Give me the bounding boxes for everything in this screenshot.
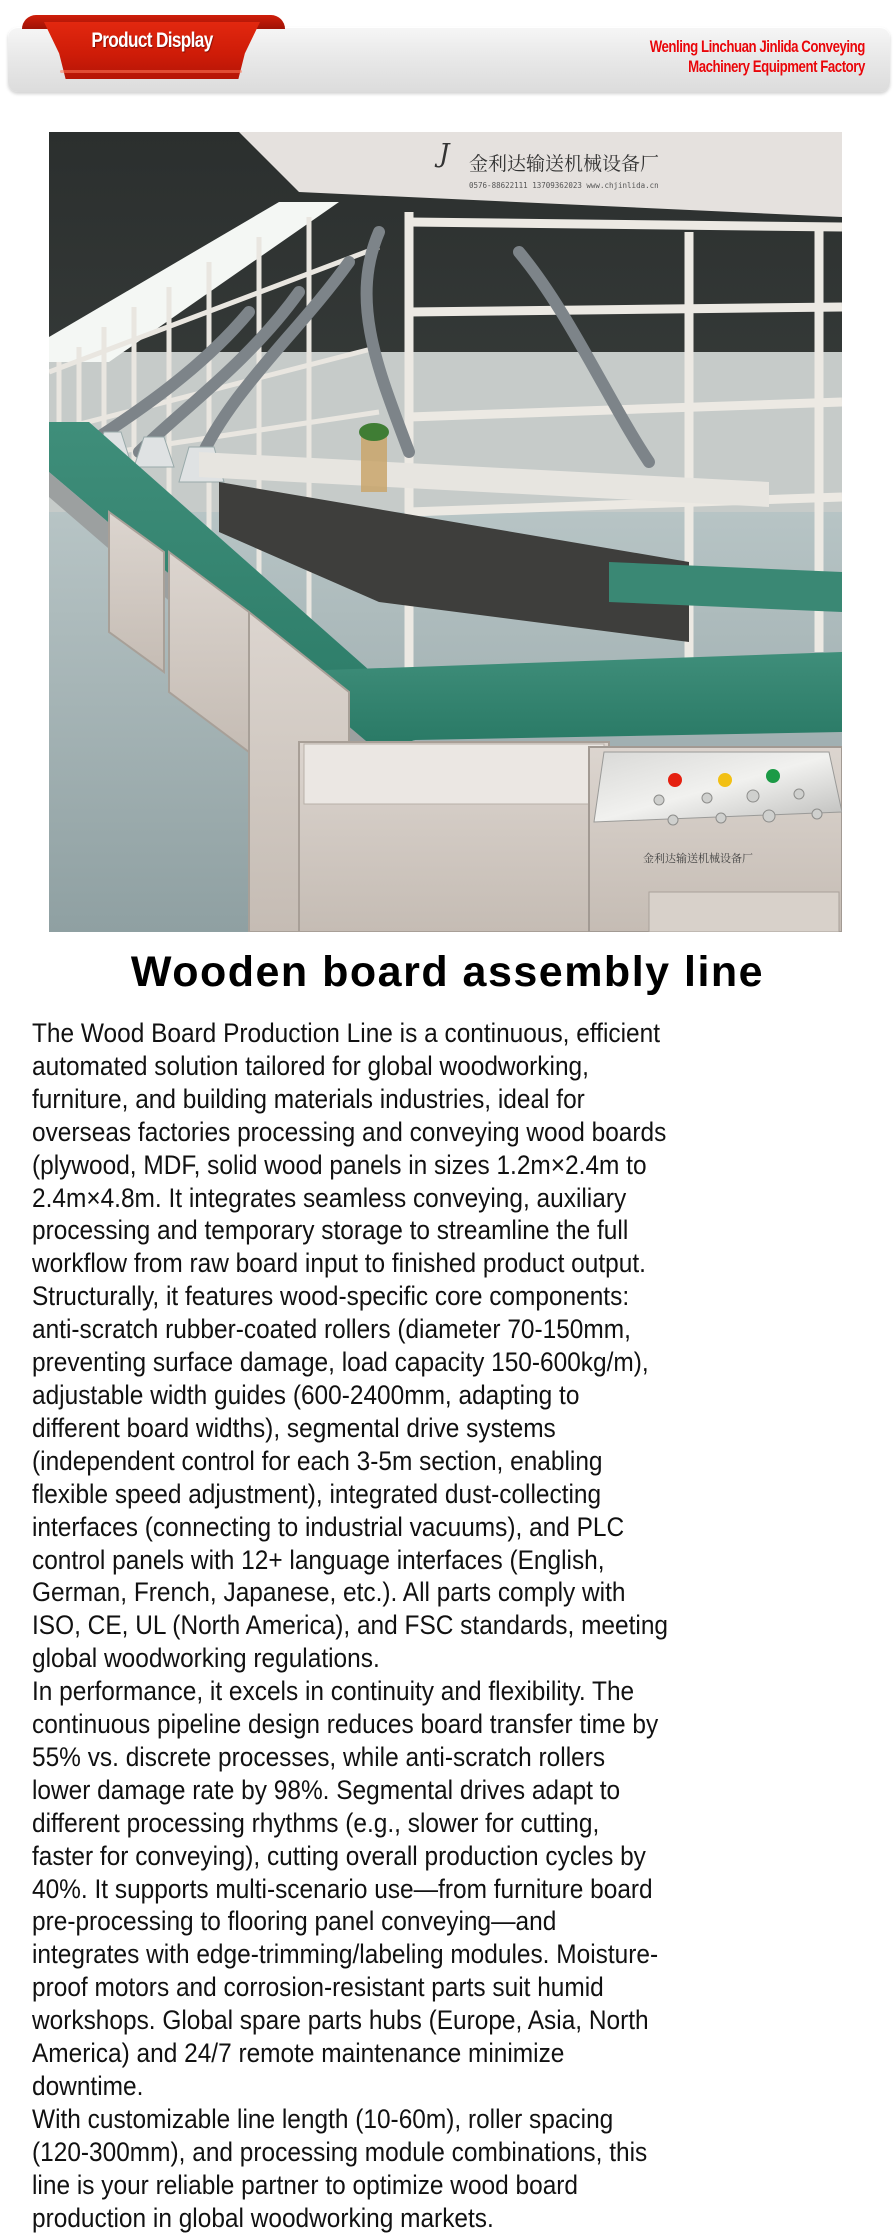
description-line: automated solution tailored for global woodworking, xyxy=(32,1050,589,1081)
header-banner xyxy=(0,0,895,110)
section-label: Product Display xyxy=(91,29,213,52)
description-line: furniture, and building materials industries, ideal for xyxy=(32,1083,585,1114)
company-name xyxy=(650,37,865,77)
company-line-1: Wenling Linchuan Jinlida Conveying xyxy=(649,37,865,56)
description-line: (plywood, MDF, solid wood panels in sizes 1.2m×2.4m to xyxy=(32,1149,647,1180)
description-line: proof motors and corrosion-resistant parts suit humid xyxy=(32,1972,604,2003)
svg-text:J: J xyxy=(439,139,450,169)
assembly-line-illustration xyxy=(49,132,842,932)
company-line-2: Machinery Equipment Factory xyxy=(688,57,865,76)
description-line: ISO, CE, UL (North America), and FSC standards, meeting xyxy=(32,1610,669,1641)
description-line: lower damage rate by 98%. Segmental drives adapt to xyxy=(32,1774,621,1805)
description-line: different processing rhythms (e.g., slower for cutting, xyxy=(32,1807,600,1838)
description-line: 55% vs. discrete processes, while anti-scratch rollers xyxy=(32,1741,606,1772)
description-line: pre-processing to flooring panel conveying—and xyxy=(32,1906,557,1937)
description-line: America) and 24/7 remote maintenance minimize xyxy=(32,2038,565,2069)
yellow-indicator-icon xyxy=(718,773,732,787)
description-line: 2.4m×4.8m. It integrates seamless conveying, auxiliary xyxy=(32,1182,627,1213)
description-line: flexible speed adjustment), integrated dust-collecting xyxy=(32,1478,602,1509)
ribbon-shine xyxy=(60,70,242,73)
description-line: workflow from raw board input to finished product output. xyxy=(32,1248,646,1279)
description-line: line is your reliable partner to optimize wood board xyxy=(32,2169,579,2200)
description-line: interfaces (connecting to industrial vacuums), and PLC xyxy=(32,1511,625,1542)
description-line: 40%. It supports multi-scenario use—from furniture board xyxy=(32,1873,653,1904)
description-line: continuous pipeline design reduces board transfer time by xyxy=(32,1709,659,1740)
description-line: (120-300mm), and processing module combinations, this xyxy=(32,2136,648,2167)
description-line: different board widths), segmental drive systems xyxy=(32,1412,556,1443)
svg-text:0576-88622111 13709362023: 0576-88622111 13709362023 www.chjinlida.cn xyxy=(469,181,659,190)
description-line: anti-scratch rubber-coated rollers (diameter 70-150mm, xyxy=(32,1314,631,1345)
description-line: faster for conveying), cutting overall production cycles by xyxy=(32,1840,646,1871)
page-title: Wooden board assembly line xyxy=(130,948,765,996)
description-line: With customizable line length (10-60m), roller spacing xyxy=(32,2103,614,2134)
description-line: The Wood Board Production Line is a continuous, efficient xyxy=(32,1018,661,1048)
green-indicator-icon xyxy=(766,769,780,783)
description-line: German, French, Japanese, etc.). All parts comply with xyxy=(32,1577,626,1608)
description-line: In performance, it excels in continuity and flexibility. The xyxy=(32,1676,635,1707)
product-photo xyxy=(49,132,842,932)
description-line: workshops. Global spare parts hubs (Europe, Asia, North xyxy=(32,2005,649,2036)
panel-sign-text: 金利达输送机械设备厂 xyxy=(643,852,753,865)
description-line: processing and temporary storage to streamline the full xyxy=(32,1215,629,1246)
description-line: control panels with 12+ language interfaces (English, xyxy=(32,1544,605,1575)
description-line: production in global woodworking markets. xyxy=(32,2202,494,2233)
red-indicator-icon xyxy=(668,773,682,787)
description-line: downtime. xyxy=(32,2071,144,2101)
description-line: integrates with edge-trimming/labeling modules. Moisture- xyxy=(32,1939,659,1970)
product-description xyxy=(32,1017,801,2235)
description-line: overseas factories processing and conveying wood boards xyxy=(32,1116,667,1147)
description-line: (independent control for each 3-5m section, enabling xyxy=(32,1445,603,1476)
description-line: preventing surface damage, load capacity 150-600kg/m), xyxy=(32,1347,649,1378)
description-line: global woodworking regulations. xyxy=(32,1643,380,1674)
description-line: Structurally, it features wood-specific core components: xyxy=(32,1281,630,1312)
description-line: adjustable width guides (600-2400mm, adapting to xyxy=(32,1379,580,1410)
sign-text: 金利达输送机械设备厂 xyxy=(469,153,660,175)
